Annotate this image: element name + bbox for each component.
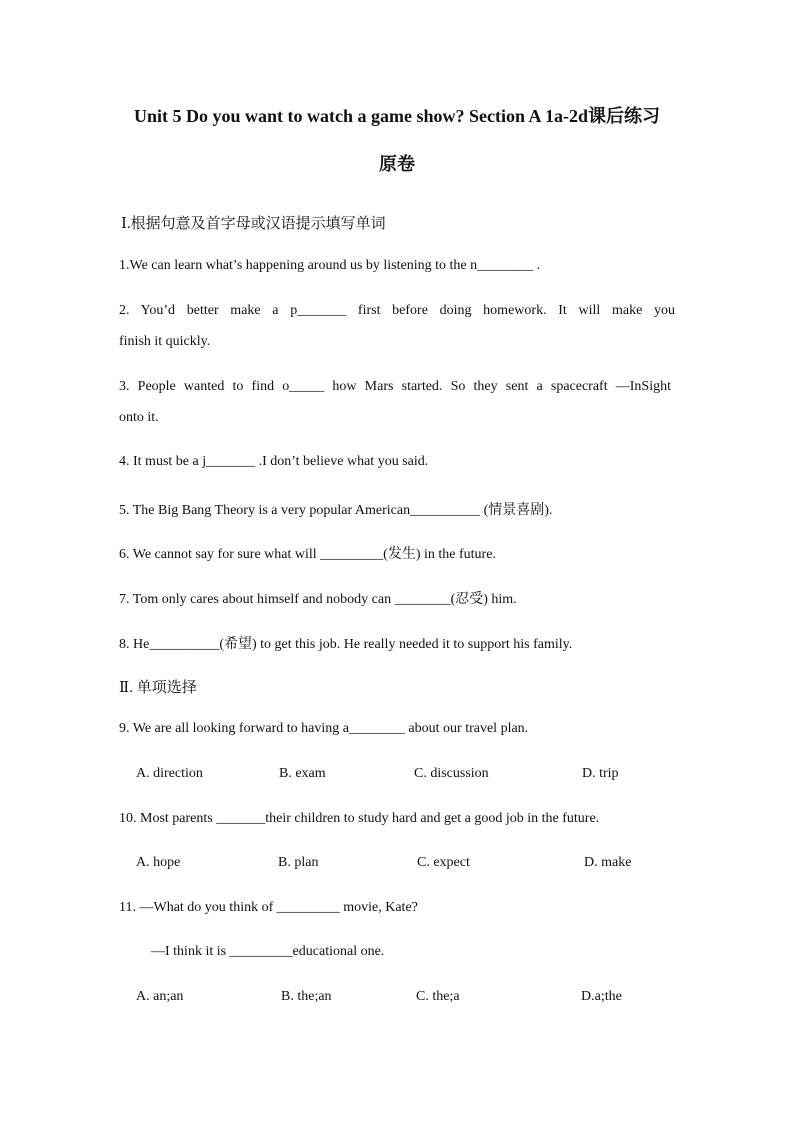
question-7: 7. Tom only cares about himself and nobody can ________(忍受) him.	[119, 592, 517, 607]
q11-option-c: C. the;a	[416, 989, 460, 1004]
question-2-line1: 2. You’d better make a p_______ first before doing homework. It will make you	[119, 303, 675, 318]
section-1-heading: Ⅰ.根据句意及首字母或汉语提示填写单词	[121, 216, 386, 232]
question-2-line2: finish it quickly.	[119, 334, 211, 349]
question-8: 8. He__________(希望) to get this job. He really needed it to support his family.	[119, 637, 573, 652]
q11-option-b: B. the;an	[281, 989, 332, 1004]
q9-option-c: C. discussion	[414, 766, 489, 781]
q10-option-d: D. make	[584, 855, 632, 870]
question-4: 4. It must be a j_______ .I don’t believe what you said.	[119, 454, 429, 469]
question-3-line2: onto it.	[119, 410, 159, 425]
question-10: 10. Most parents _______their children to study hard and get a good job in the future.	[119, 811, 600, 826]
q11-option-d: D.a;the	[581, 989, 622, 1004]
question-11-line1: 11. —What do you think of _________ movie, Kate?	[119, 900, 418, 915]
section-2-heading: Ⅱ. 单项选择	[119, 680, 197, 696]
q9-option-b: B. exam	[279, 766, 326, 781]
q10-option-b: B. plan	[278, 855, 319, 870]
question-1: 1.We can learn what’s happening around us by listening to the n________ .	[119, 258, 541, 273]
document-title: Unit 5 Do you want to watch a game show? Section A 1a-2d课后练习	[133, 106, 661, 126]
question-3-line1: 3. People wanted to find o_____ how Mars started. So they sent a spacecraft —InSight	[119, 379, 671, 394]
q10-option-c: C. expect	[417, 855, 470, 870]
q9-option-a: A. direction	[136, 766, 203, 781]
question-5: 5. The Big Bang Theory is a very popular American__________ (情景喜剧).	[119, 503, 553, 518]
q11-option-a: A. an;an	[136, 989, 184, 1004]
q10-option-a: A. hope	[136, 855, 181, 870]
question-6: 6. We cannot say for sure what will _________(发生) in the future.	[119, 547, 496, 562]
question-9: 9. We are all looking forward to having a________ about our travel plan.	[119, 721, 529, 736]
question-11-line2: —I think it is _________educational one.	[151, 944, 385, 959]
q9-option-d: D. trip	[582, 766, 619, 781]
document-title-line2: 原卷	[379, 154, 415, 174]
